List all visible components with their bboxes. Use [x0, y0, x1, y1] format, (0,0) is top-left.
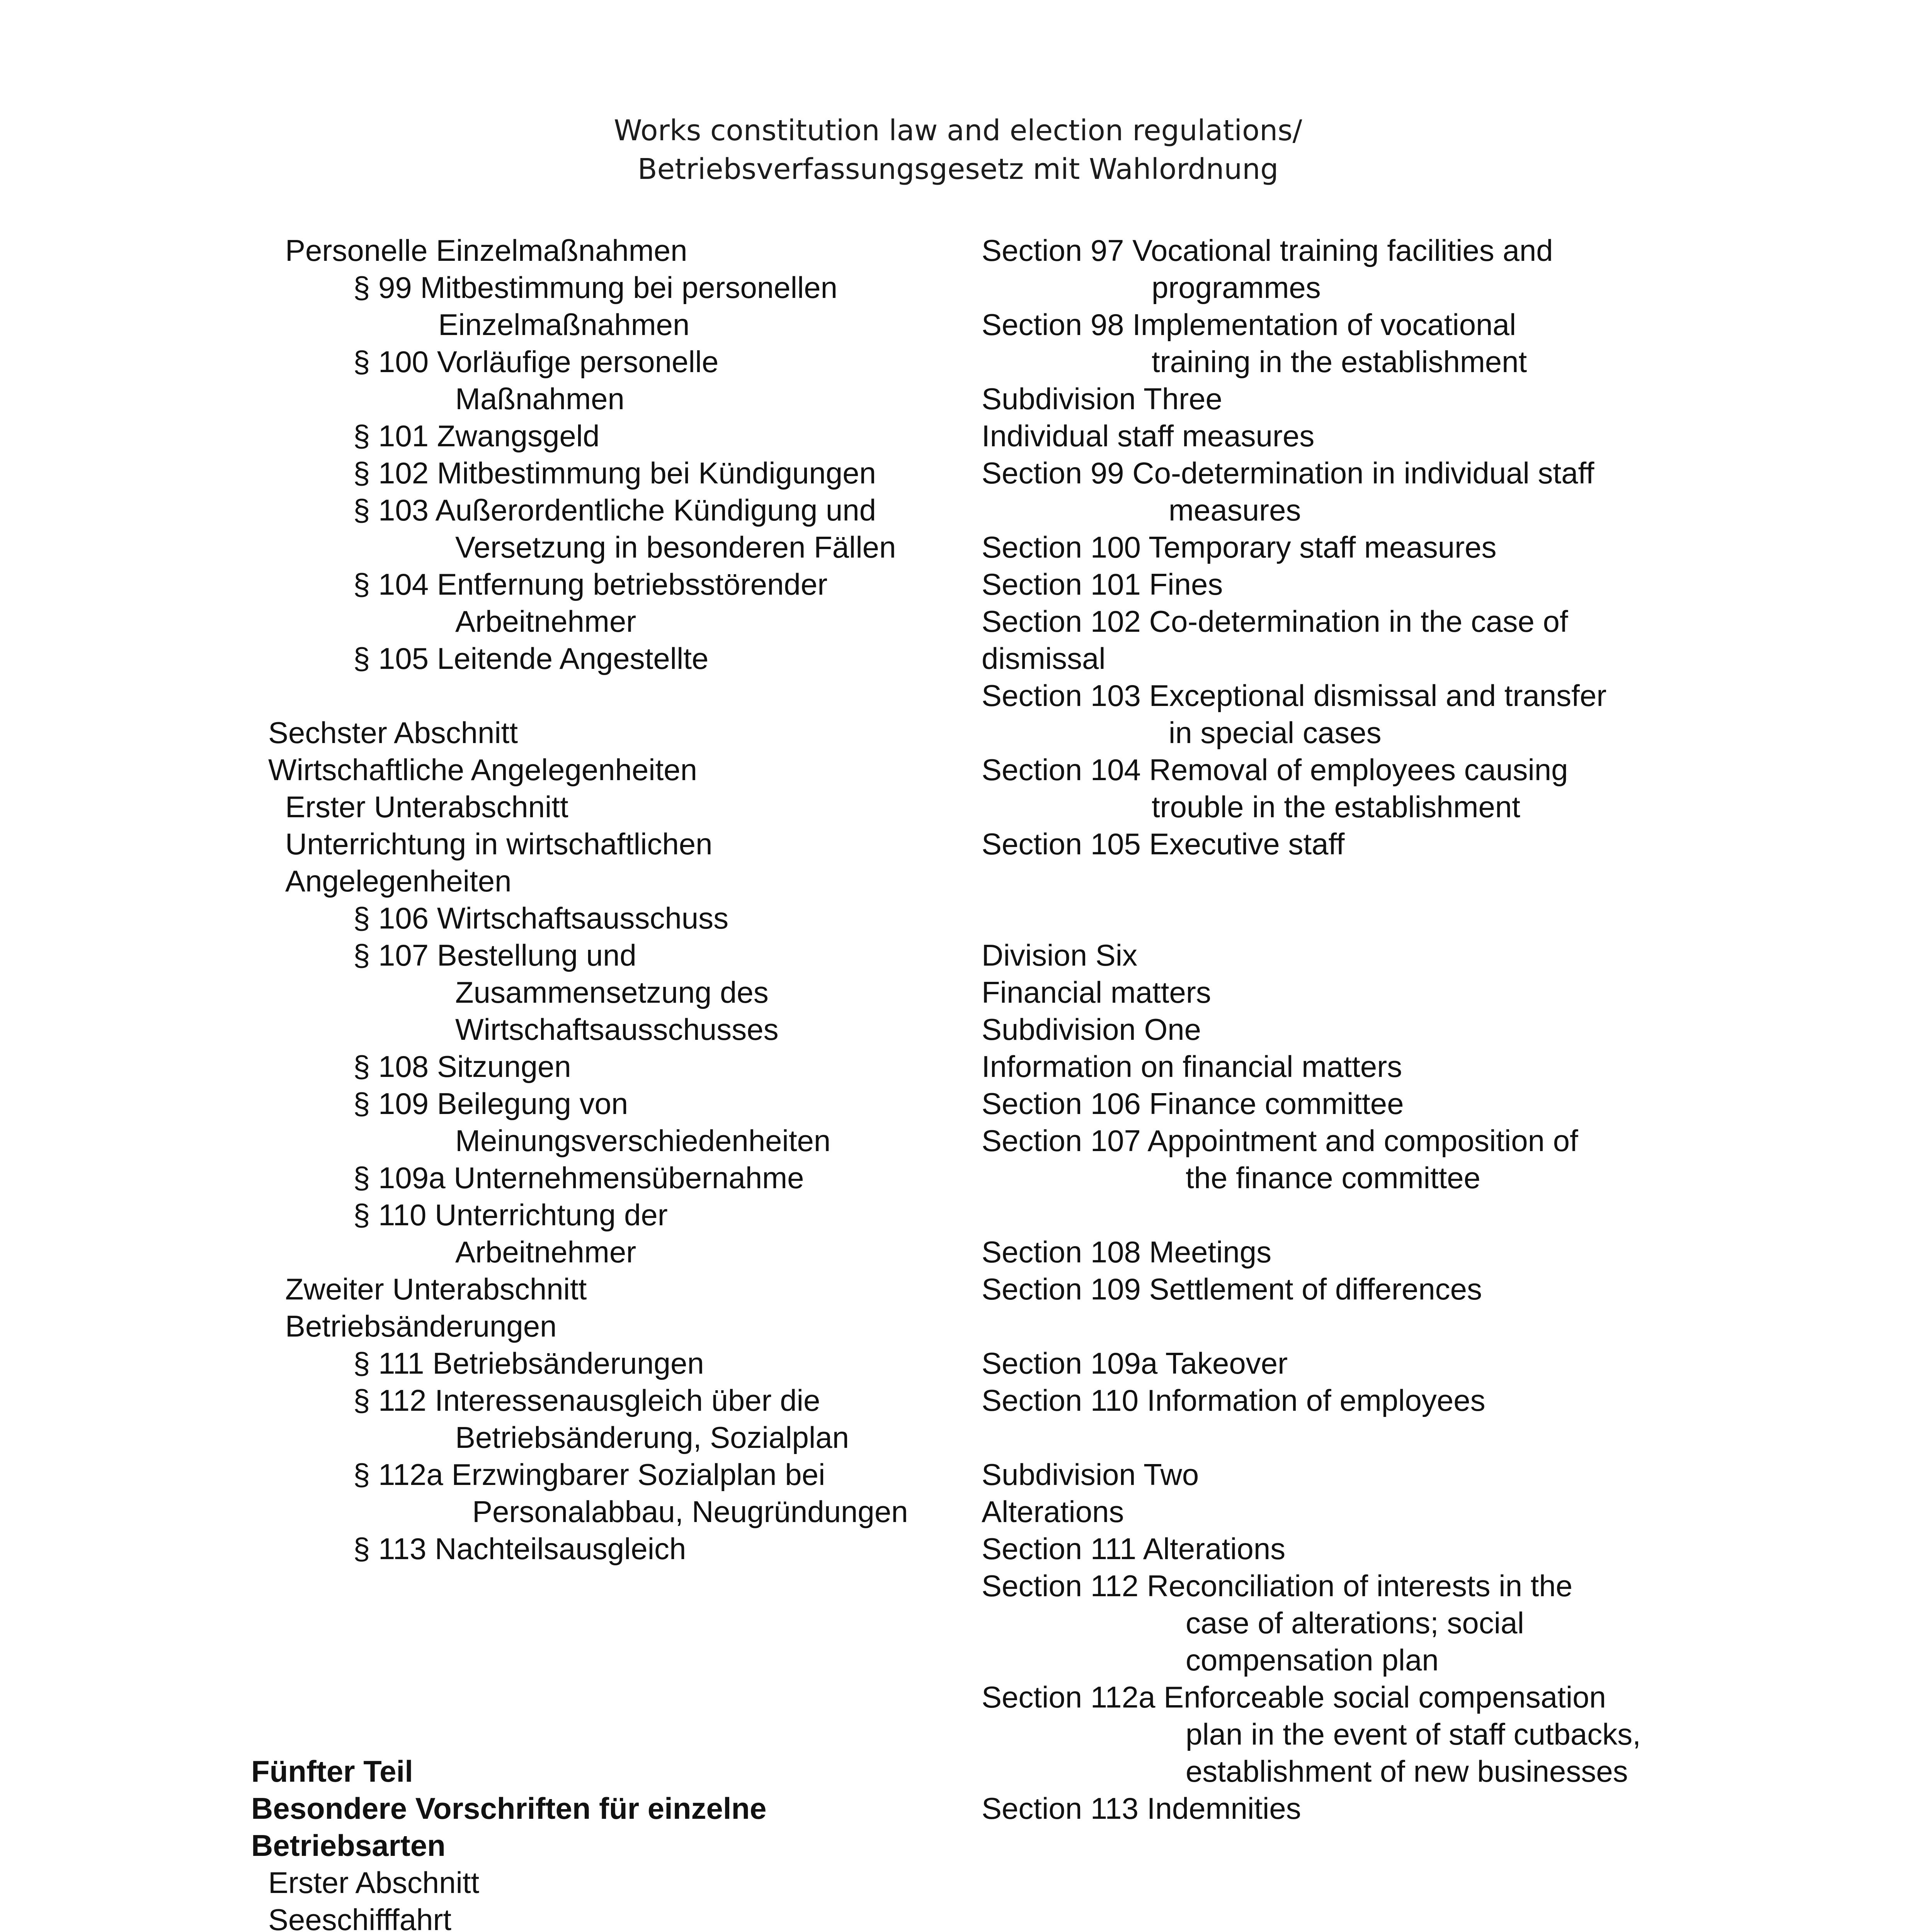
- german-toc-entry: § 110 Unterrichtung der: [353, 1198, 668, 1232]
- english-toc-entry: in special cases: [1169, 716, 1382, 750]
- english-toc-entry: training in the establishment: [1152, 345, 1527, 379]
- german-toc-entry: Arbeitnehmer: [455, 604, 636, 638]
- english-toc-entry: Section 113 Indemnities: [982, 1791, 1301, 1825]
- german-toc-entry: § 113 Nachteilsausgleich: [353, 1532, 686, 1566]
- german-toc-entry: Arbeitnehmer: [455, 1235, 636, 1269]
- english-toc-entry: Financial matters: [982, 975, 1211, 1009]
- english-toc-entry: Section 105 Executive staff: [982, 827, 1345, 861]
- english-toc-entry: Section 110 Information of employees: [982, 1383, 1485, 1417]
- german-toc-entry: Maßnahmen: [455, 382, 624, 416]
- english-toc-entry: Section 103 Exceptional dismissal and transfer: [982, 679, 1607, 713]
- german-toc-entry: § 108 Sitzungen: [353, 1049, 571, 1083]
- english-toc-entry: Section 109 Settlement of differences: [982, 1272, 1482, 1306]
- english-toc-entry: Subdivision Three: [982, 382, 1222, 416]
- english-toc-entry: Section 99 Co-determination in individual staff: [982, 456, 1594, 490]
- english-toc-entry: establishment of new businesses: [1186, 1754, 1628, 1788]
- german-toc-entry: Versetzung in besonderen Fällen: [455, 530, 896, 564]
- german-toc-entry: Betriebsarten: [251, 1828, 446, 1862]
- german-toc-entry: § 99 Mitbestimmung bei personellen: [353, 270, 838, 304]
- german-toc-entry: Angelegenheiten: [285, 864, 512, 898]
- english-toc-entry: Section 112 Reconciliation of interests in the: [982, 1569, 1573, 1603]
- english-table-of-contents: [982, 0, 1716, 1932]
- german-toc-entry: Fünfter Teil: [251, 1754, 413, 1788]
- english-toc-entry: Division Six: [982, 938, 1138, 972]
- english-toc-entry: Information on financial matters: [982, 1049, 1402, 1083]
- english-toc-entry: Section 104 Removal of employees causing: [982, 753, 1568, 787]
- english-toc-entry: Section 97 Vocational training facilities and: [982, 233, 1553, 267]
- german-toc-entry: § 100 Vorläufige personelle: [353, 345, 719, 379]
- german-toc-entry: Betriebsänderungen: [285, 1309, 557, 1343]
- german-toc-entry: Unterrichtung in wirtschaftlichen: [285, 827, 713, 861]
- german-toc-entry: Besondere Vorschriften für einzelne: [251, 1791, 767, 1825]
- german-toc-entry: § 109 Beilegung von: [353, 1087, 628, 1121]
- german-toc-entry: § 112a Erzwingbarer Sozialplan bei: [353, 1458, 825, 1492]
- english-toc-entry: plan in the event of staff cutbacks,: [1186, 1717, 1641, 1751]
- german-toc-entry: § 106 Wirtschaftsausschuss: [353, 901, 729, 935]
- english-toc-entry: compensation plan: [1186, 1643, 1439, 1677]
- english-toc-entry: case of alterations; social: [1186, 1606, 1524, 1640]
- english-toc-entry: Section 106 Finance committee: [982, 1087, 1404, 1121]
- german-toc-entry: Personalabbau, Neugründungen: [472, 1495, 908, 1529]
- german-toc-entry: Sechster Abschnitt: [268, 716, 518, 750]
- english-toc-entry: Section 111 Alterations: [982, 1532, 1286, 1566]
- english-toc-entry: Section 100 Temporary staff measures: [982, 530, 1497, 564]
- english-toc-entry: Subdivision One: [982, 1012, 1201, 1046]
- german-toc-entry: Zweiter Unterabschnitt: [285, 1272, 587, 1306]
- german-toc-entry: Zusammensetzung des: [455, 975, 769, 1009]
- german-toc-entry: Meinungsverschiedenheiten: [455, 1124, 831, 1158]
- german-toc-entry: Wirtschaftsausschusses: [455, 1012, 779, 1046]
- english-toc-entry: Section 107 Appointment and composition of: [982, 1124, 1578, 1158]
- english-toc-entry: Section 108 Meetings: [982, 1235, 1272, 1269]
- german-toc-entry: Betriebsänderung, Sozialplan: [455, 1420, 849, 1454]
- german-toc-entry: § 107 Bestellung und: [353, 938, 636, 972]
- german-toc-entry: Einzelmaßnahmen: [438, 308, 690, 342]
- german-toc-entry: Seeschifffahrt: [268, 1903, 452, 1932]
- german-toc-entry: § 111 Betriebsänderungen: [353, 1346, 704, 1380]
- english-toc-entry: trouble in the establishment: [1152, 790, 1520, 824]
- english-toc-entry: Section 101 Fines: [982, 567, 1223, 601]
- english-toc-entry: the finance committee: [1186, 1161, 1481, 1195]
- german-toc-entry: § 105 Leitende Angestellte: [353, 641, 709, 675]
- english-toc-entry: Section 102 Co-determination in the case of: [982, 604, 1568, 638]
- english-toc-entry: measures: [1169, 493, 1301, 527]
- german-toc-entry: § 112 Interessenausgleich über die: [353, 1383, 820, 1417]
- english-toc-entry: Section 109a Takeover: [982, 1346, 1288, 1380]
- page-header-line-1: Works constitution law and election regulations/: [614, 114, 1302, 147]
- german-toc-entry: § 101 Zwangsgeld: [353, 419, 600, 453]
- english-toc-entry: dismissal: [982, 641, 1106, 675]
- german-toc-entry: § 103 Außerordentliche Kündigung und: [353, 493, 876, 527]
- english-toc-entry: programmes: [1152, 270, 1321, 304]
- german-toc-entry: Wirtschaftliche Angelegenheiten: [268, 753, 698, 787]
- german-toc-entry: § 109a Unternehmensübernahme: [353, 1161, 804, 1195]
- german-toc-entry: § 102 Mitbestimmung bei Kündigungen: [353, 456, 876, 490]
- english-toc-entry: Individual staff measures: [982, 419, 1315, 453]
- page-header-line-2: Betriebsverfassungsgesetz mit Wahlordnung: [637, 153, 1279, 186]
- german-toc-entry: § 104 Entfernung betriebsstörender: [353, 567, 828, 601]
- english-toc-entry: Section 98 Implementation of vocational: [982, 308, 1516, 342]
- german-toc-entry: Personelle Einzelmaßnahmen: [285, 233, 687, 267]
- english-toc-entry: Section 112a Enforceable social compensation: [982, 1680, 1606, 1714]
- german-toc-entry: Erster Abschnitt: [268, 1866, 480, 1900]
- german-toc-entry: Erster Unterabschnitt: [285, 790, 568, 824]
- english-toc-entry: Alterations: [982, 1495, 1124, 1529]
- english-toc-entry: Subdivision Two: [982, 1458, 1199, 1492]
